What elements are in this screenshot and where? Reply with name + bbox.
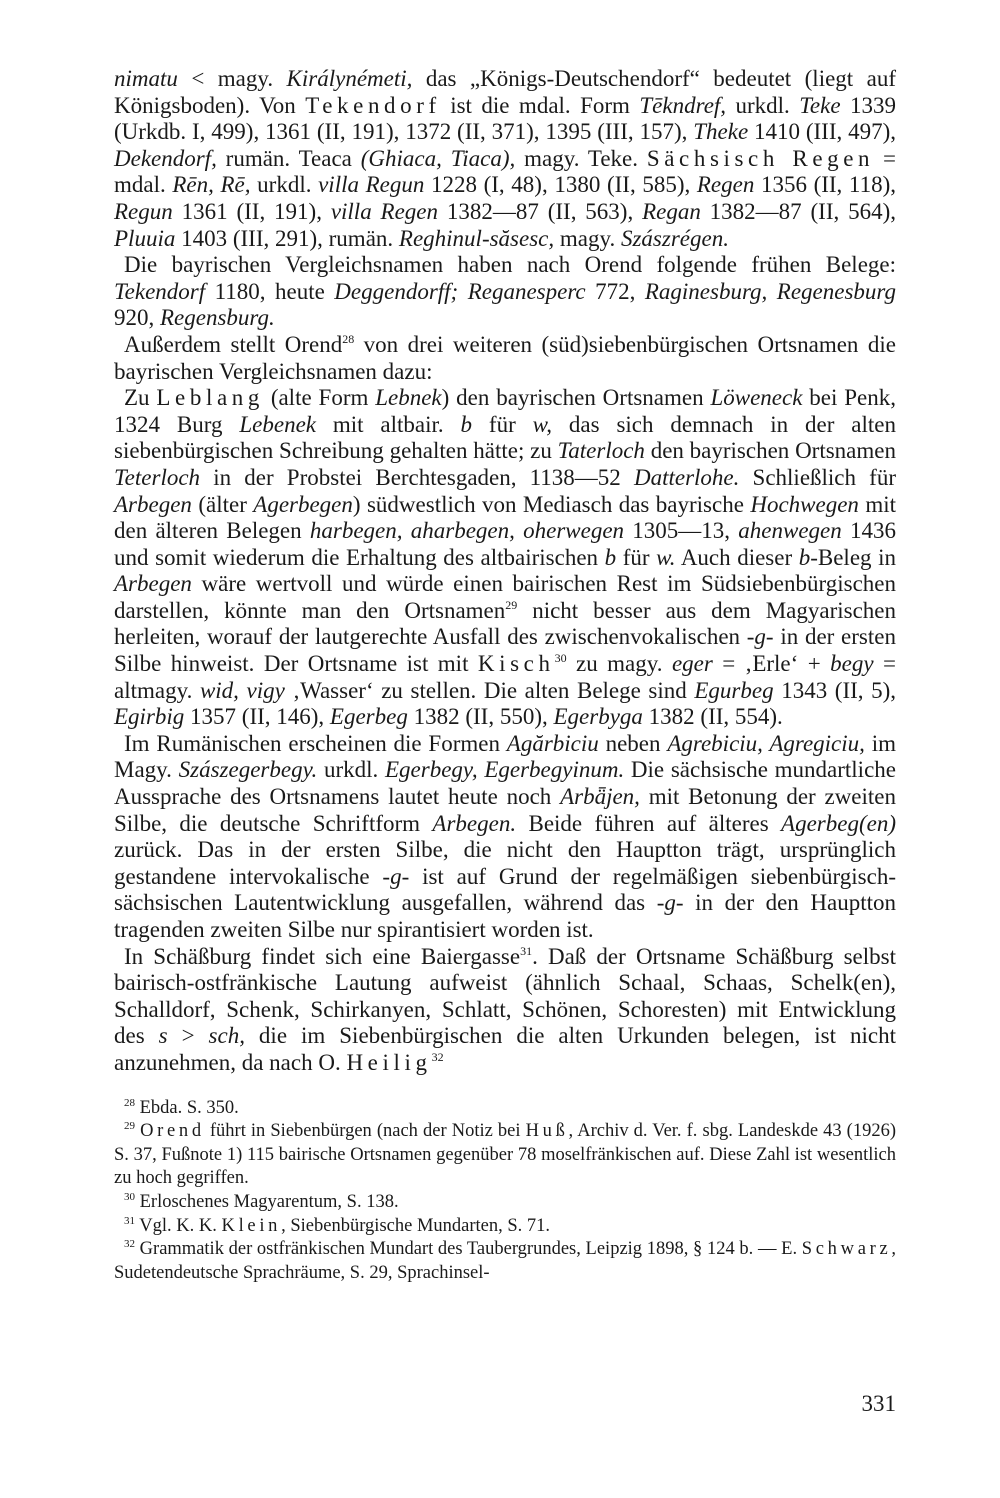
- main-text: [114, 66, 896, 1077]
- paragraph-2: Die bayrischen Vergleichsnamen haben nach Orend folgende frühen Belege: Tekendorf 1180, heute Deggendorff; Reganesperc 772, Raginesburg, Regenesburg 920, Regensburg.: [114, 252, 896, 331]
- paragraph-1: nimatu < magy. Királynémeti, das „Königs-Deutschendorf“ bedeutet (liegt auf Königsboden). Von Tekendorf ist die mdal. Form Tēkndref, urkdl. Teke 1339 (Urkdb. I, 499), 1361 (II, 191), 1372 (II, 371), 1395 (III, 157), Theke 1410 (III, 497), Dekendorf, rumän. Teaca (Ghiaca, Tiaca), magy. Teke. Sächsisch Regen = mdal. Rēn, Rē, urkdl. villa Regun 1228 (I, 48), 1380 (II, 585), Regen 1356 (II, 118), Regun 1361 (II, 191), villa Regen 1382—87 (II, 563), Regan 1382—87 (II, 564), Pluuia 1403 (III, 291), rumän. Reghinul-săsesc, magy. Szászrégen.: [114, 66, 897, 251]
- paragraph-5: Im Rumänischen erscheinen die Formen Agărbiciu neben Agrebiciu, Agregiciu, im Magy. Szászegerbegy. urkdl. Egerbegy, Egerbegyinum. Die sächsische mundartliche Aussprache des Ortsnamens lautet heute noch Arbǟjen, mit Betonung der zweiten Silbe, die deutsche Schriftform Arbegen. Beide führen auf älteres Agerbeg(en) zurück. Das in der ersten Silbe, die nicht den Hauptton trägt, ursprünglich gestandene intervokalische -g- ist auf Grund der regelmäßigen siebenbürgisch-sächsischen Lautentwicklung ausgefallen, während das -g- in der den Hauptton tragenden zweiten Silbe nur spirantisiert worden ist.: [114, 730, 897, 942]
- paragraph-6: In Schäßburg findet sich eine Baiergasse$^{31}$. Daß der Ortsname Schäßburg selbst bairisch-ostfränkische Lautung aufweist (ähnlich Schaal, Schaas, Schelk(en), Schalldorf, Schenk, Schirkanyen, Schlatt, Schönen, Schoresten) mit Entwicklung des s > sch, die im Siebenbürgischen die alten Urkunden belegen, ist nicht anzunehmen, da nach O. Heilig$^{32}$: [114, 943, 896, 1075]
- page-body: [114, 66, 896, 1285]
- paragraph-3: Außerdem stellt Orend$^{28}$ von drei weiteren (süd)siebenbürgischen Ortsnamen die bayrischen Vergleichsnamen dazu:: [114, 331, 896, 384]
- footnote-29: $^{29}$ Orend führt in Siebenbürgen (nach der Notiz bei Huß, Archiv d. Ver. f. sbg. Landeskde 43 (1926) S. 37, Fußnote 1) 115 bairische Ortsnamen gegenüber 78 moselfränkischen auf. Diese Zahl ist wesentlich zu hoch gegriffen.: [114, 1120, 896, 1189]
- footnote-32: $^{32}$ Grammatik der ostfränkischen Mundart des Taubergrundes, Leipzig 1898, § 124 b. — E. Schwarz, Sudetendeutsche Sprachräume, S. 29, Sprachinsel-: [114, 1238, 896, 1283]
- footnote-28: $^{28}$ Ebda. S. 350.: [124, 1096, 239, 1118]
- footnote-30: $^{30}$ Erloschenes Magyarentum, S. 138.: [124, 1190, 399, 1212]
- footnote-31: $^{31}$ Vgl. K. K. Klein, Siebenbürgische Mundarten, S. 71.: [124, 1214, 551, 1236]
- footnotes: [114, 1097, 896, 1286]
- page-number: 331: [861, 1391, 896, 1416]
- paragraph-4: Zu Leblang (alte Form Lebnek) den bayrischen Ortsnamen Löweneck bei Penk, 1324 Burg Lebenek mit altbair. b für w, das sich demnach in der alten siebenbürgischen Schreibung gehalten hätte; zu Taterloch den bayrischen Ortsnamen Teterloch in der Probstei Berchtesgaden, 1138—52 Datterlohe. Schließlich für Arbegen (älter Agerbegen) südwestlich von Mediasch das bayrische Hochwegen mit den älteren Belegen harbegen, aharbegen, oherwegen 1305—13, ahenwegen 1436 und somit wiederum die Erhaltung des altbairischen b für w. Auch dieser b-Beleg in Arbegen wäre wertvoll und würde einen bairischen Rest im Südsiebenbürgischen darstellen, könnte man den Ortsnamen$^{29}$ nicht besser aus dem Magyarischen herleiten, worauf der lautgerechte Ausfall des zwischenvokalischen -g- in der ersten Silbe hinweist. Der Ortsname ist mit Kisch$^{30}$ zu magy. eger = ‚Erle‘ + begy = altmagy. wid, vigy ‚Wasser‘ zu stellen. Die alten Belege sind Egurbeg 1343 (II, 5), Egirbig 1357 (II, 146), Egerbeg 1382 (II, 550), Egerbyga 1382 (II, 554).: [114, 385, 897, 730]
